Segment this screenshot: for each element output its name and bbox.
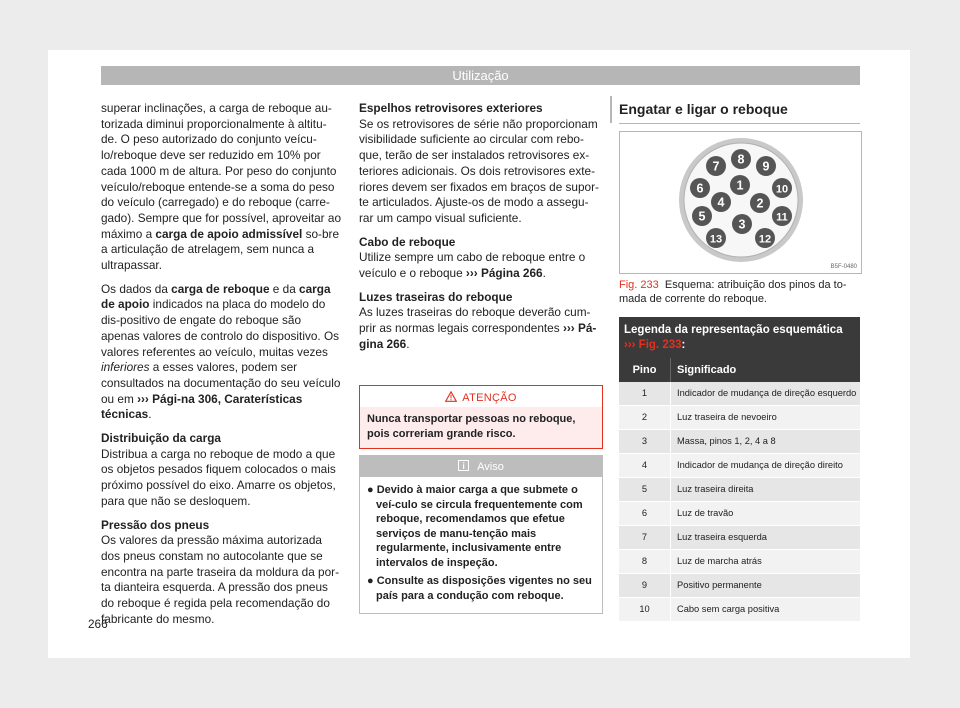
svg-text:11: 11 xyxy=(776,211,788,224)
cell-meaning: Cabo sem carga positiva xyxy=(670,598,860,621)
note-item: ● Consulte as disposições vigentes no seu país para a condução com reboque. xyxy=(367,575,592,602)
table-row xyxy=(619,406,860,430)
paragraph-altitude xyxy=(101,101,341,274)
legend-table xyxy=(619,317,860,622)
figure-number: Fig. 233 xyxy=(619,279,659,291)
warning-text: Nunca transportar pessoas no reboque, pois correriam grande risco. xyxy=(360,407,602,448)
paragraph-load-distribution: Distribua a carga no reboque de modo a que os objetos pesados fiquem colocados o mais próximo possível do eixo. Amarre os objetos, para que não se desloquem. xyxy=(101,446,336,508)
svg-text:7: 7 xyxy=(712,159,720,174)
heading-tire-pressure: Pressão dos pneus xyxy=(101,517,210,532)
table-row xyxy=(619,430,860,454)
cell-pin: 4 xyxy=(641,460,648,470)
cell-meaning: Luz traseira direita xyxy=(670,478,860,501)
legend-title-text: Legenda da representação esquemática xyxy=(624,324,843,336)
svg-text:13: 13 xyxy=(709,233,723,246)
heading-cable: Cabo de reboque xyxy=(359,234,456,249)
table-row xyxy=(619,502,860,526)
text: . xyxy=(148,407,152,422)
cell-pin: 6 xyxy=(641,508,648,518)
connector-diagram xyxy=(620,132,861,273)
note-header xyxy=(360,456,602,477)
text: superar inclinações, a carga de reboque au-torizada diminui proporcionalmente à altitu-de. O peso autorizado do conjunto veícu-lo/reboque deve ser reduzido em 10% por cada 1000 m de altura. Por peso do conjunto veículo/reboque entende-se a soma do peso do veículo (carregado) e do reboque (carre-gado). Sempre que for possível, aproveitar ao máximo a xyxy=(101,101,342,241)
table-row xyxy=(619,526,860,550)
italic-text: inferiores xyxy=(101,360,150,375)
page-link[interactable]: ››› Pági-na 306, Caraterísticas técnicas xyxy=(101,391,303,422)
warning-box xyxy=(359,385,603,449)
table-row xyxy=(619,574,860,598)
pin-6 xyxy=(690,178,710,198)
section-marker xyxy=(610,96,612,123)
text: : xyxy=(681,339,686,351)
note-title: Aviso xyxy=(477,461,504,473)
text: e da xyxy=(269,281,300,296)
svg-text:1: 1 xyxy=(736,178,744,193)
pin-7 xyxy=(706,156,726,176)
figure-reference-link[interactable]: ››› Fig. 233 xyxy=(624,339,682,351)
pin-4 xyxy=(711,192,731,212)
pin-2 xyxy=(750,193,770,213)
paragraph-data xyxy=(101,282,341,423)
info-icon xyxy=(458,460,469,471)
svg-text:8: 8 xyxy=(737,152,745,167)
cell-meaning: Luz traseira esquerda xyxy=(670,526,860,549)
table-row xyxy=(619,550,860,574)
column-header-meaning: Significado xyxy=(670,358,860,382)
cell-meaning: Luz de travão xyxy=(670,502,860,525)
cell-pin: 5 xyxy=(641,484,648,494)
cell-pin: 7 xyxy=(641,532,648,542)
legend-title xyxy=(619,317,860,358)
table-row xyxy=(619,382,860,406)
cell-meaning: Luz traseira de nevoeiro xyxy=(670,406,860,429)
pin-11 xyxy=(772,206,792,226)
bold-text: carga de apoio admissível xyxy=(155,226,303,241)
table-row xyxy=(619,454,860,478)
page-number: 266 xyxy=(88,617,108,631)
warning-title: ATENÇÃO xyxy=(462,392,517,404)
figure-caption xyxy=(619,278,860,306)
pin-5 xyxy=(692,206,712,226)
paragraph-tire-pressure: Os valores da pressão máxima autorizada dos pneus constam no autocolante que se encontra na parte traseira da moldura da por-ta dianteira esquerda. A pressão dos pneus do reboque é regida pela recomendação do fabricante do mesmo. xyxy=(101,533,340,626)
text: As luzes traseiras do reboque deverão cum-prir as normas legais correspondentes xyxy=(359,305,591,336)
figure-connector xyxy=(619,131,862,274)
cell-pin: 1 xyxy=(641,388,648,398)
pin-13 xyxy=(706,228,726,248)
svg-text:12: 12 xyxy=(758,233,772,246)
cell-meaning: Luz de marcha atrás xyxy=(670,550,860,573)
svg-text:5: 5 xyxy=(698,209,706,224)
cell-meaning: Indicador de mudança de direção esquerdo xyxy=(670,382,860,405)
pin-3 xyxy=(732,214,752,234)
section-header: Utilização xyxy=(101,66,860,85)
table-row xyxy=(619,598,860,622)
cell-pin: 2 xyxy=(641,412,648,422)
page-link[interactable]: ››› Pá-gina 266 xyxy=(359,321,597,351)
note-box xyxy=(359,455,603,614)
pin-8 xyxy=(731,149,751,169)
section-title: Engatar e ligar o reboque xyxy=(619,101,788,117)
text: so-bre a articulação de atrelagem, sem nunca a ultrapassar. xyxy=(101,226,340,273)
note-item: ● Devido à maior carga a que submete o veí-culo se circula frequentemente com reboque, recomendamos que efetue serviços de manu-tenção mais regularmente, inclusivamente entre intervalos de inspeção. xyxy=(367,484,583,569)
pin-1 xyxy=(730,175,750,195)
heading-load-distribution: Distribuição da carga xyxy=(101,431,221,446)
heading-mirrors: Espelhos retrovisores exteriores xyxy=(359,101,543,115)
paragraph-cable xyxy=(359,250,601,281)
paragraph-lights xyxy=(359,305,601,352)
text: Os dados da xyxy=(101,281,172,296)
svg-text:2: 2 xyxy=(756,196,764,211)
caption-text: Esquema: atribuição dos pinos da to-mada de corrente do reboque. xyxy=(619,279,847,305)
bold-text: carga de reboque xyxy=(171,281,270,296)
cell-pin: 10 xyxy=(639,604,650,614)
pin-9 xyxy=(756,156,776,176)
table-row xyxy=(619,478,860,502)
pin-12 xyxy=(755,228,775,248)
heading-lights: Luzes traseiras do reboque xyxy=(359,289,513,304)
svg-text:3: 3 xyxy=(738,217,746,232)
cell-meaning: Massa, pinos 1, 2, 4 a 8 xyxy=(670,430,860,453)
cell-meaning: Indicador de mudança de direção direito xyxy=(670,454,860,477)
figure-code: B5F-0480 xyxy=(830,264,857,270)
warning-header xyxy=(360,386,602,407)
paragraph-mirrors: Se os retrovisores de série não proporcionam visibilidade suficiente ao circular com rebo-que, terão de ser instalados retrovisores ex-teriores adicionais. Os dois retrovisores exte-riores devem ser fixados em braços de supor-te articulados. Ajuste-os de modo a assegu-rar um campo visual suficiente. xyxy=(359,116,599,225)
note-body xyxy=(360,477,602,613)
text: a esses valores, podem ser consultados na documentação do seu veículo ou em xyxy=(101,360,341,406)
column-middle xyxy=(359,101,601,361)
bold-text: carga de apoio xyxy=(101,281,331,312)
cell-pin: 3 xyxy=(641,436,648,446)
cell-pin: 8 xyxy=(641,556,648,566)
column-header-pin: Pino xyxy=(632,364,657,376)
text: . xyxy=(542,266,546,281)
text: . xyxy=(406,336,410,351)
warning-triangle-icon xyxy=(445,391,457,402)
column-left xyxy=(101,101,341,636)
table-header xyxy=(619,358,860,382)
svg-text:4: 4 xyxy=(717,195,725,210)
cell-meaning: Positivo permanente xyxy=(670,574,860,597)
svg-text:10: 10 xyxy=(775,183,789,196)
note-item-text: Consulte as disposições vigentes no seu país para a condução com reboque. xyxy=(376,575,592,602)
section-divider xyxy=(619,123,860,124)
page-link[interactable]: ››› Página 266 xyxy=(465,266,543,281)
pin-10 xyxy=(772,178,792,198)
text: indicados na placa do modelo do dis-positivo de engate do reboque são apenas valores de controlo do dispositivo. Os valores referentes ao veículo, muitas vezes xyxy=(101,297,340,359)
table-body xyxy=(619,382,860,622)
cell-pin: 9 xyxy=(641,580,648,590)
svg-text:6: 6 xyxy=(696,181,704,196)
text: Utilize sempre um cabo de reboque entre o veículo e o reboque xyxy=(359,250,586,281)
svg-text:9: 9 xyxy=(762,159,770,174)
note-item-text: Devido à maior carga a que submete o veí-culo se circula frequentemente com reboque, recomendamos que efetue serviços de manu-tenção mais regularmente, inclusivamente entre intervalos de inspeção. xyxy=(376,484,583,569)
